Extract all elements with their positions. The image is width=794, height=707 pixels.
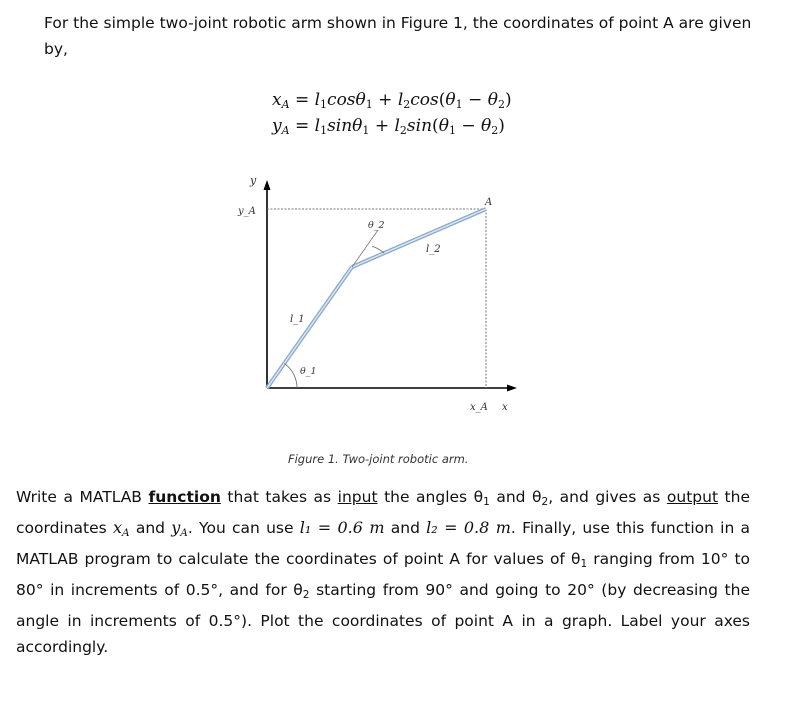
equation-xa: $x_A = l_1\cos\theta_1 + l_2\cos(\theta_1 - \theta_2)$ — [272, 90, 512, 111]
l1-label: l_1 — [290, 314, 305, 325]
figure-caption: Figure 1. Two-joint robotic arm. — [288, 452, 469, 466]
x-axis-arrow — [507, 385, 517, 392]
theta1-label: θ_1 — [300, 366, 317, 377]
robotic-arm-figure — [230, 170, 540, 420]
input-keyword: input — [337, 488, 378, 506]
function-keyword: function — [148, 488, 221, 506]
point-a-label: A — [485, 197, 493, 208]
y-axis-label: y — [250, 174, 257, 187]
y-axis-arrow — [264, 180, 271, 190]
theta1-arc — [284, 363, 297, 388]
intro-text: For the simple two-joint robotic arm shown in Figure 1, the coordinates of point A are given by, — [44, 14, 752, 58]
equation-ya: $y_A = l_1\sin\theta_1 + l_2\sin(\theta_1 - \theta_2)$ — [272, 116, 505, 137]
l1-value: l₁ = 0.6 m — [299, 518, 385, 537]
l2-value: l₂ = 0.8 m — [426, 518, 511, 537]
x-axis-label: x — [502, 402, 508, 413]
question-text: Write a MATLAB function that takes as input the angles $\theta_1$ and $\theta_2$, and gives as output the coordinates $x_A$ and $y_A$. You can use l₁ = 0.6 m and l₂ = 0.8 m. Finally, use this function in a MATLAB program to calculate the coordinates of point A for values of $\theta_1$ ranging from 10° to 80° in increments of 0.5°, and for $\theta_2$ starting from 90° and going to 20° (by decreasing the angle in increments of 0.5°). Plot the coordinates of point A in a graph. Label your axes accordingly. — [16, 488, 751, 656]
theta2-arc — [372, 246, 384, 253]
output-keyword: output — [666, 488, 719, 506]
theta2-label: θ_2 — [368, 220, 385, 231]
ya-label: y_A — [238, 206, 256, 217]
l2-label: l_2 — [426, 244, 441, 255]
xa-label: x_A — [470, 402, 488, 413]
